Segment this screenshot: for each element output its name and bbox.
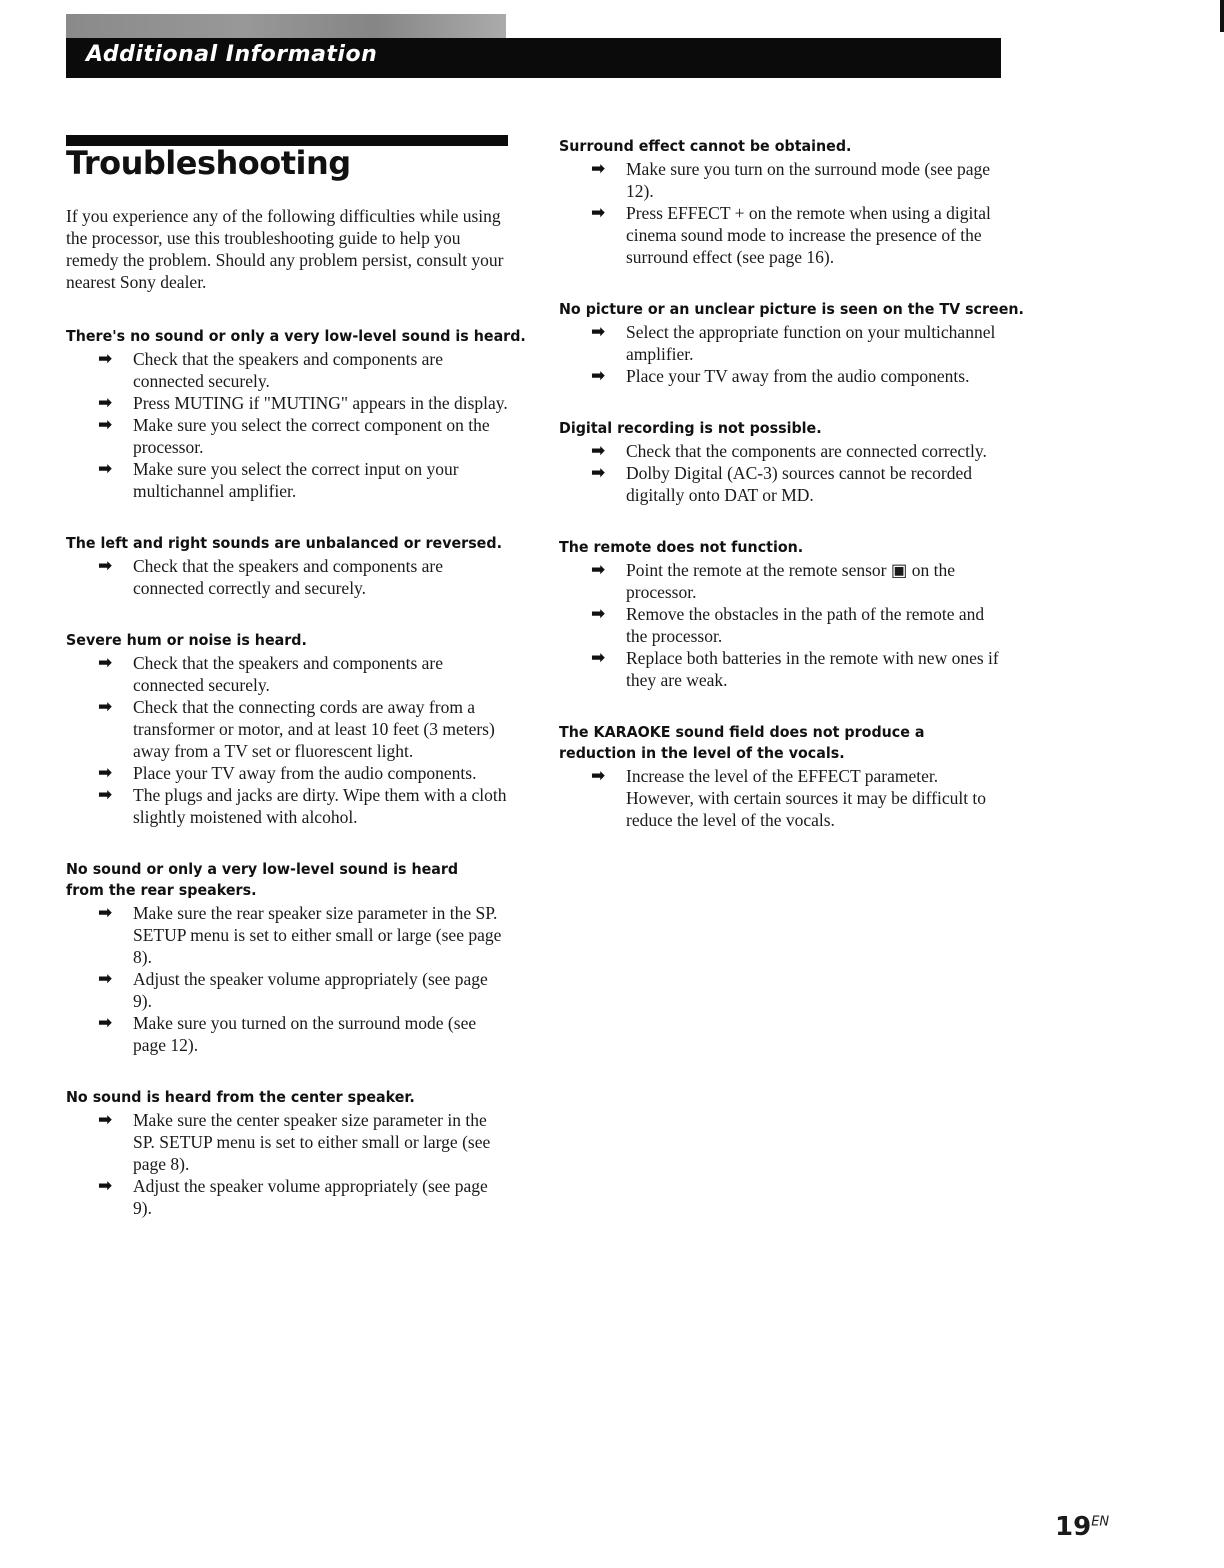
arrow-right-icon: ➡: [591, 648, 606, 668]
arrow-right-icon: ➡: [98, 349, 113, 369]
header-scan-smudge: [66, 14, 506, 38]
section-header-bar: [66, 38, 1001, 78]
remedy-item: [66, 696, 511, 762]
scan-edge-mark: [1220, 0, 1224, 32]
arrow-right-icon: ➡: [591, 366, 606, 386]
remedy-text: Select the appropriate function on your multichannel amplifier.: [626, 322, 996, 364]
arrow-right-icon: ➡: [591, 159, 606, 179]
trouble-section: [559, 299, 1024, 387]
remedy-item: [66, 652, 511, 696]
remedy-text: Make sure you turn on the surround mode (see page 12).: [626, 159, 990, 201]
section-heading: The remote does not function.: [559, 538, 804, 556]
arrow-right-icon: ➡: [591, 766, 606, 786]
section-heading: There's no sound or only a very low-level sound is heard.: [66, 327, 526, 345]
remedy-item: [559, 765, 1004, 831]
remedy-text: Check that the components are connected correctly.: [626, 441, 987, 461]
trouble-section: [559, 418, 1004, 506]
trouble-section: [66, 859, 511, 1056]
section-heading: Digital recording is not possible.: [559, 419, 822, 437]
remedy-list: [66, 348, 511, 502]
arrow-right-icon: ➡: [98, 1013, 113, 1033]
remedy-text: Place your TV away from the audio components.: [626, 366, 970, 386]
arrow-right-icon: ➡: [98, 969, 113, 989]
arrow-right-icon: ➡: [591, 203, 606, 223]
section-heading: No sound or only a very low-level sound is heard from the rear speakers.: [66, 860, 459, 899]
trouble-section: [66, 1087, 511, 1219]
trouble-section: [559, 722, 1004, 831]
section-heading: No sound is heard from the center speaker.: [66, 1088, 415, 1106]
left-column: [66, 326, 526, 1250]
remedy-text: Make sure you select the correct component on the processor.: [133, 415, 490, 457]
arrow-right-icon: ➡: [591, 463, 606, 483]
remedy-item: [66, 392, 511, 414]
right-column: [559, 136, 1024, 862]
remedy-text: Place your TV away from the audio components.: [133, 763, 477, 783]
remedy-text: Adjust the speaker volume appropriately (see page 9).: [133, 1176, 488, 1218]
page-number: [1055, 1512, 1109, 1542]
remedy-text: Make sure the rear speaker size parameter in the SP. SETUP menu is set to either small or large (see page 8).: [133, 903, 502, 967]
remedy-item: [66, 902, 511, 968]
remedy-text: Make sure you select the correct input on your multichannel amplifier.: [133, 459, 459, 501]
remedy-item: [559, 202, 1004, 268]
remedy-list: [559, 440, 1004, 506]
arrow-right-icon: ➡: [591, 560, 606, 580]
remedy-item: [559, 647, 1004, 691]
trouble-section: [66, 630, 511, 828]
remedy-item: [66, 784, 511, 828]
arrow-right-icon: ➡: [98, 785, 113, 805]
remedy-list: [559, 559, 1004, 691]
section-heading: Severe hum or noise is heard.: [66, 631, 307, 649]
remedy-item: [66, 1109, 511, 1175]
arrow-right-icon: ➡: [98, 697, 113, 717]
trouble-section: [66, 533, 511, 599]
section-header-title: Additional Information: [86, 42, 378, 67]
remedy-text: Replace both batteries in the remote with new ones if they are weak.: [626, 648, 999, 690]
arrow-right-icon: ➡: [98, 763, 113, 783]
arrow-right-icon: ➡: [591, 441, 606, 461]
remedy-list: [559, 158, 1004, 268]
section-heading: No picture or an unclear picture is seen on the TV screen.: [559, 300, 1024, 318]
remedy-item: [559, 321, 1004, 365]
remedy-item: [559, 365, 1004, 387]
section-heading: Surround effect cannot be obtained.: [559, 137, 852, 155]
section-heading: The left and right sounds are unbalanced or reversed.: [66, 534, 502, 552]
arrow-right-icon: ➡: [591, 322, 606, 342]
remedy-text: Remove the obstacles in the path of the remote and the processor.: [626, 604, 985, 646]
remedy-text: Make sure you turned on the surround mode (see page 12).: [133, 1013, 477, 1055]
remedy-item: [559, 559, 1004, 603]
remedy-list: [66, 652, 511, 828]
remedy-item: [66, 555, 511, 599]
arrow-right-icon: ➡: [98, 903, 113, 923]
remedy-item: [66, 762, 511, 784]
remedy-item: [559, 440, 1004, 462]
remedy-text: Press MUTING if "MUTING" appears in the display.: [133, 393, 508, 413]
remedy-text: Press EFFECT + on the remote when using a digital cinema sound mode to increase the presence of the surround effect (see page 16).: [626, 203, 991, 267]
remedy-item: [559, 158, 1004, 202]
remedy-text: Increase the level of the EFFECT parameter. However, with certain sources it may be difficult to reduce the level of the vocals.: [626, 766, 987, 830]
page-number-value: 19: [1055, 1512, 1092, 1542]
trouble-section: [559, 136, 1004, 268]
intro-paragraph: If you experience any of the following difficulties while using the processor, use this troubleshooting guide to help you remedy the problem. Should any problem persist, consult your nearest Sony dealer.: [66, 206, 504, 292]
arrow-right-icon: ➡: [98, 459, 113, 479]
page-title: Troubleshooting: [66, 144, 351, 182]
remedy-item: [66, 414, 511, 458]
section-heading: The KARAOKE sound field does not produce a reduction in the level of the vocals.: [559, 723, 925, 762]
trouble-section: [559, 537, 1004, 691]
arrow-right-icon: ➡: [98, 653, 113, 673]
remedy-item: [66, 1012, 511, 1056]
remedy-list: [66, 902, 511, 1056]
remedy-text: Dolby Digital (AC-3) sources cannot be recorded digitally onto DAT or MD.: [626, 463, 973, 505]
page-number-suffix: EN: [1091, 1514, 1110, 1530]
remedy-text: Check that the connecting cords are away from a transformer or motor, and at least 10 feet (3 meters) away from a TV set or fluorescent light.: [133, 697, 495, 761]
remedy-text: Make sure the center speaker size parameter in the SP. SETUP menu is set to either small or large (see page 8).: [133, 1110, 491, 1174]
remedy-text: Check that the speakers and components are connected securely.: [133, 653, 444, 695]
remedy-item: [559, 603, 1004, 647]
arrow-right-icon: ➡: [98, 1176, 113, 1196]
remedy-list: [66, 1109, 511, 1219]
remedy-text: Check that the speakers and components are connected correctly and securely.: [133, 556, 444, 598]
arrow-right-icon: ➡: [98, 1110, 113, 1130]
remedy-item: [66, 1175, 511, 1219]
remedy-item: [66, 348, 511, 392]
remedy-text: The plugs and jacks are dirty. Wipe them with a cloth slightly moistened with alcohol.: [133, 785, 507, 827]
remedy-list: [559, 765, 1004, 831]
arrow-right-icon: ➡: [98, 415, 113, 435]
remedy-item: [66, 458, 511, 502]
remedy-item: [559, 462, 1004, 506]
remedy-text: Adjust the speaker volume appropriately (see page 9).: [133, 969, 488, 1011]
arrow-right-icon: ➡: [98, 556, 113, 576]
remedy-list: [559, 321, 1004, 387]
remedy-item: [66, 968, 511, 1012]
trouble-section: [66, 326, 526, 502]
remedy-text: Point the remote at the remote sensor ▣ on the processor.: [626, 560, 956, 602]
remedy-text: Check that the speakers and components are connected securely.: [133, 349, 444, 391]
arrow-right-icon: ➡: [591, 604, 606, 624]
remedy-list: [66, 555, 511, 599]
arrow-right-icon: ➡: [98, 393, 113, 413]
